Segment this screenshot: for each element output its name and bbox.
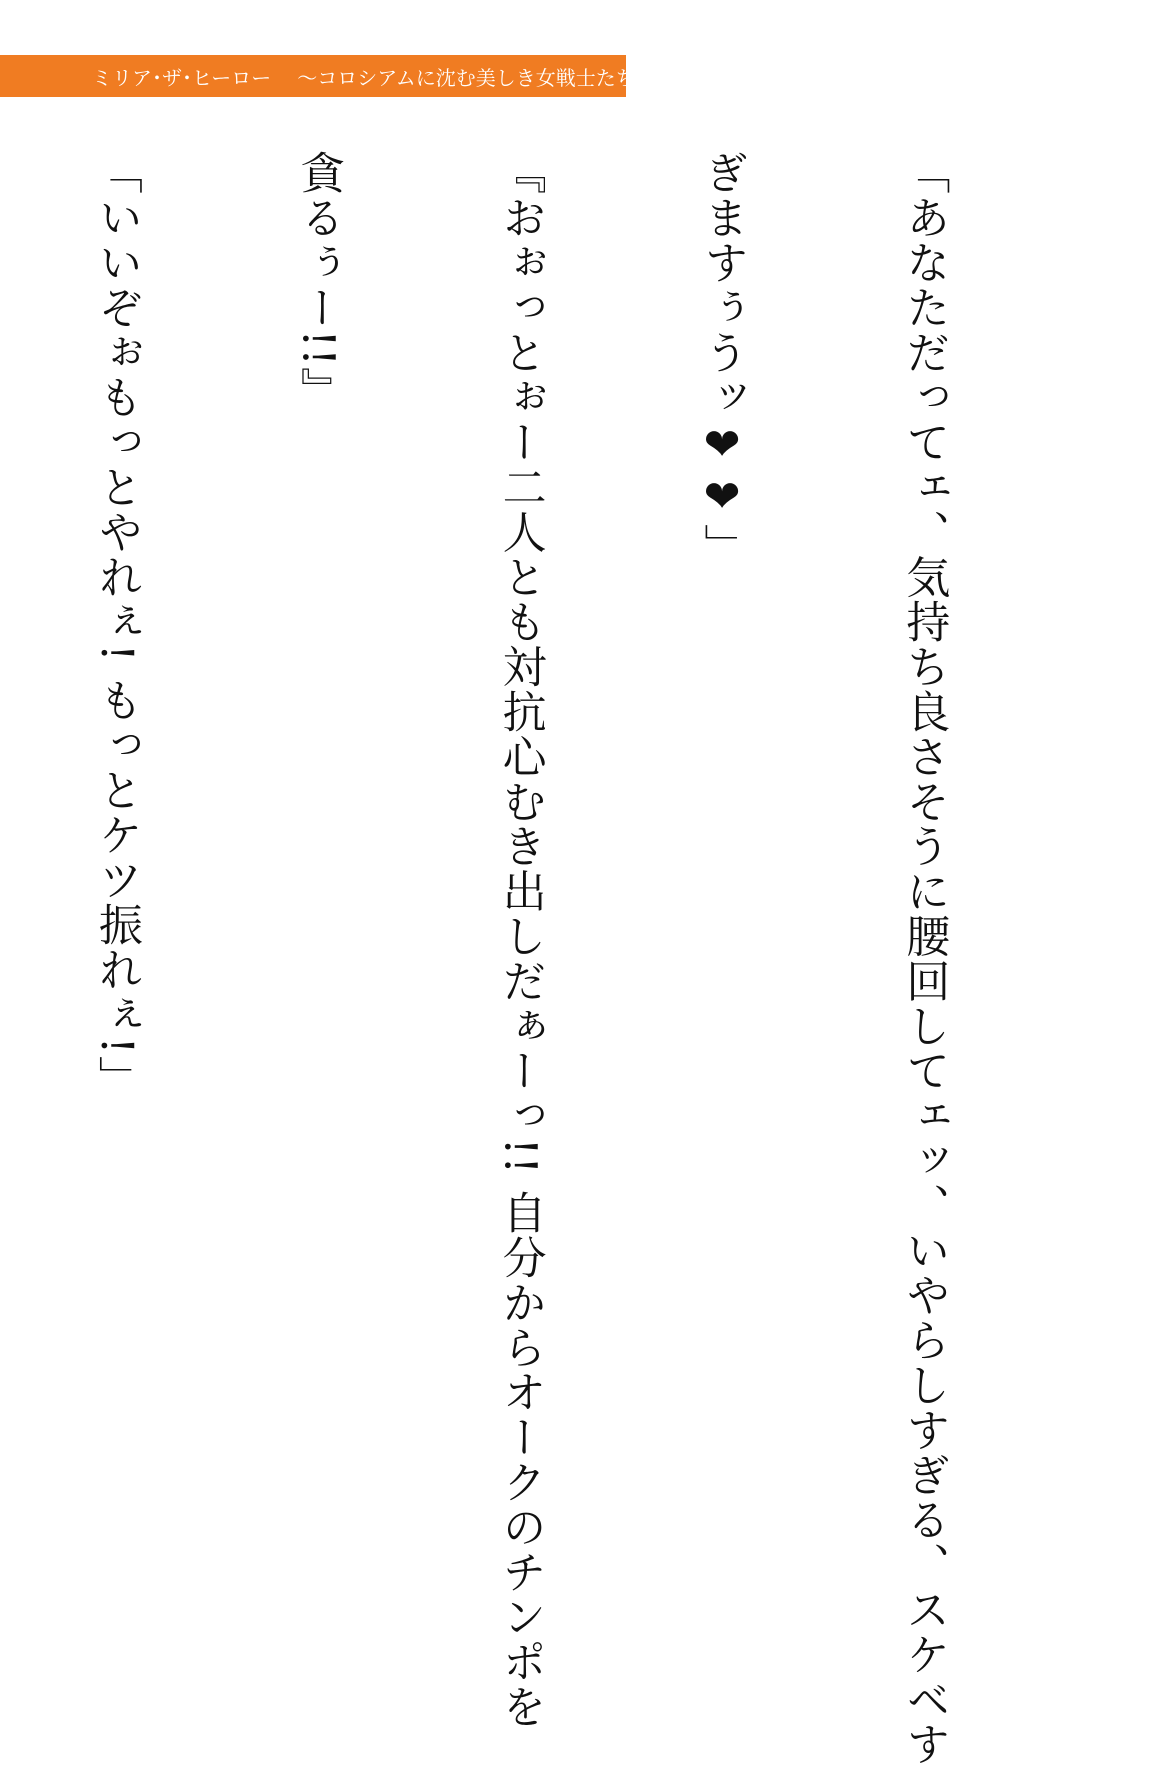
- running-header: [0, 55, 656, 97]
- text-line: ぎますぅうッ❤❤」: [696, 150, 748, 569]
- text-line: 「あなただってェ、気持ち良さそうに腰回してェッ、いやらしすぎる、スケベす: [898, 150, 950, 1766]
- vertical-text-body: [82, 150, 1092, 1766]
- text-line: 貪るぅー!!』: [292, 150, 344, 412]
- text-line: 『おぉっとぉー二人とも対抗心むき出しだぁーっ!! 自分からオークのチンポを: [494, 150, 546, 1729]
- book-title: ミリア･ザ･ヒーロー: [92, 65, 272, 90]
- book-subtitle: ～コロシアムに沈む美しき女戦士たち～: [297, 65, 656, 90]
- text-line: 「いいぞぉもっとやれぇ! もっとケツ振れぇ!」: [90, 150, 142, 1101]
